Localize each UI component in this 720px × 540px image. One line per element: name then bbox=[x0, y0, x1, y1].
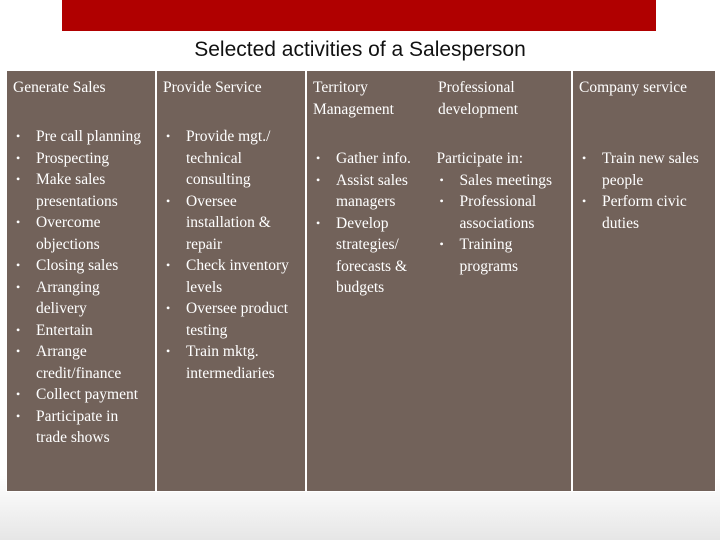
column-headers bbox=[313, 77, 565, 119]
list-item: • Professional associations bbox=[439, 193, 537, 232]
column-header: Generate Sales bbox=[13, 79, 106, 96]
slide-title: Selected activities of a Salesperson bbox=[194, 38, 526, 61]
top-banner bbox=[62, 0, 656, 31]
bullet-icon: • bbox=[166, 344, 171, 358]
list-item: • Prospecting bbox=[13, 148, 149, 170]
bullet-icon: • bbox=[439, 237, 444, 251]
bullet-icon: • bbox=[439, 194, 444, 208]
list-item: • Pre call planning bbox=[13, 126, 149, 148]
activity-list bbox=[13, 126, 149, 449]
list-item: • Training programs bbox=[439, 236, 519, 275]
list-item: • Perform civic duties bbox=[582, 193, 687, 232]
list-item: • Check inventory levels bbox=[166, 257, 289, 296]
list-item: • Oversee product testing bbox=[166, 300, 288, 339]
activities-table bbox=[6, 70, 716, 492]
bullet-icon: • bbox=[16, 279, 21, 294]
professional-block bbox=[437, 148, 565, 299]
bullet-icon: • bbox=[316, 172, 321, 187]
column-header-territory: Territory Management bbox=[313, 79, 394, 118]
bullet-icon: • bbox=[582, 151, 587, 165]
list-item: • Provide mgt./ technical consulting bbox=[166, 128, 271, 188]
list-item: • Develop strategies/ forecasts & budgets bbox=[316, 214, 408, 296]
list-item: • Gather info. bbox=[313, 148, 437, 170]
list-item: • Overcome objections bbox=[16, 214, 101, 253]
list-item: • Entertain bbox=[13, 320, 149, 342]
list-item: • Closing sales bbox=[13, 255, 149, 277]
list-item: • Arrange credit/finance bbox=[16, 343, 122, 382]
bullet-icon: • bbox=[16, 408, 21, 423]
column-provide-service bbox=[157, 71, 307, 491]
bullet-icon: • bbox=[582, 194, 587, 208]
column-header: Provide Service bbox=[163, 79, 262, 96]
bullet-icon: • bbox=[166, 193, 171, 208]
column-company-service bbox=[573, 71, 715, 491]
territory-professional-body bbox=[313, 148, 565, 299]
list-item: • Participate in trade shows bbox=[16, 407, 119, 446]
list-item: • Train new sales people bbox=[582, 150, 699, 189]
list-item: • Train mktg. intermediaries bbox=[166, 343, 275, 382]
column-territory-professional bbox=[307, 71, 573, 491]
professional-list bbox=[437, 170, 565, 278]
bullet-icon: • bbox=[16, 129, 21, 143]
activity-list bbox=[579, 148, 709, 234]
bullet-icon: • bbox=[16, 322, 21, 337]
bullet-icon: • bbox=[16, 215, 21, 229]
bullet-icon: • bbox=[16, 150, 21, 165]
list-item: • Oversee installation & repair bbox=[166, 192, 271, 253]
bullet-icon: • bbox=[316, 215, 321, 230]
bullet-icon: • bbox=[16, 344, 21, 358]
bullet-icon: • bbox=[316, 151, 321, 165]
bullet-icon: • bbox=[166, 301, 171, 315]
bullet-icon: • bbox=[16, 258, 21, 272]
bullet-icon: • bbox=[16, 387, 21, 401]
list-item: • Arranging delivery bbox=[16, 278, 100, 317]
list-item: • Sales meetings bbox=[437, 170, 565, 192]
bullet-icon: • bbox=[439, 172, 444, 187]
list-item: • Make sales presentations bbox=[16, 171, 118, 210]
professional-intro: Participate in: bbox=[436, 150, 524, 167]
column-header: Company service bbox=[579, 79, 688, 96]
bullet-icon: • bbox=[16, 172, 21, 186]
list-item: • Assist sales managers bbox=[316, 171, 408, 210]
column-generate-sales bbox=[7, 71, 157, 491]
bullet-icon: • bbox=[166, 129, 171, 143]
territory-list bbox=[313, 148, 437, 299]
column-header-professional: Professional development bbox=[438, 79, 519, 118]
bullet-icon: • bbox=[166, 258, 171, 272]
activity-list bbox=[163, 126, 299, 384]
list-item: • Collect payment bbox=[13, 384, 149, 406]
